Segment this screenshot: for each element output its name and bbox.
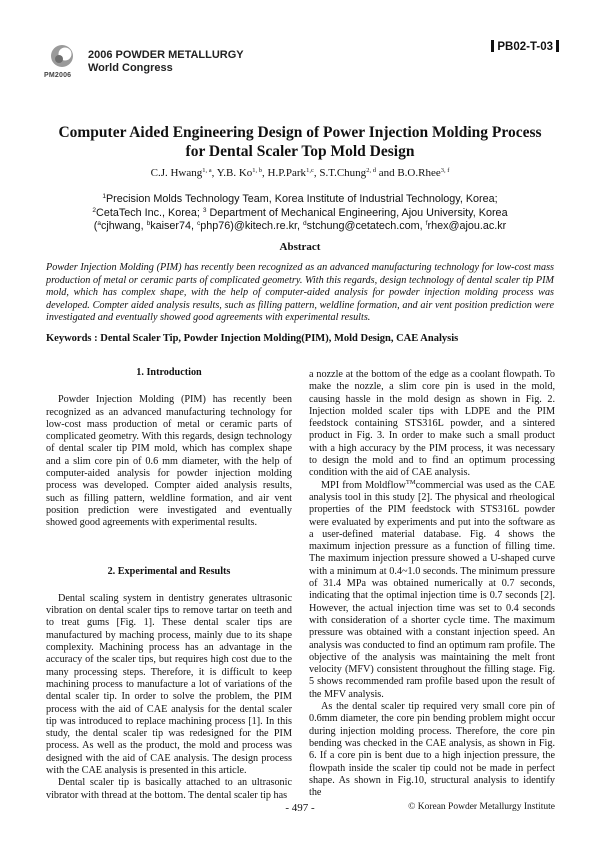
affil-sup: 1	[102, 193, 106, 200]
conference-line1: 2006 POWDER METALLURGY	[88, 49, 244, 61]
author-sup: 3, f	[440, 167, 450, 174]
affil-text: Precision Molds Technology Team, Korea Institute of Industrial Technology, Korea;	[105, 193, 498, 205]
conference-line2: World Congress	[88, 62, 173, 74]
affiliation-emails: ($^a$cjhwang, $^b$kaiser74, $^c$php76)@kitech.re.kr, $^d$stchung@cetatech.com, $^f$rhex@ajou.ac.kr	[93, 220, 507, 232]
abstract-body: Powder Injection Molding (PIM) has recently been recognized as an advanced manufacturing technology for low-cost mass production of metal or ceramic parts of complicated geometry. With this regards, design technology of dental scaler tip PIM mold, which has complex shape, with the help of computer-aided analysis for powder injection molding process was developed. Compter aided analysis results, such as filling pattern, weldline formation, and air vent position prediction were investigated and eventually showed good agreements with experimental results.	[46, 262, 554, 324]
author: H.P.Park	[267, 167, 307, 179]
paper-code-text: PB02-T-03	[497, 41, 553, 53]
email-sup: f	[425, 220, 428, 227]
paragraph-text: commercial was used as the CAE analysis tool in this study [2]. The physical and rheological properties of the PIM feedstock with STS316L powder were evaluated by experiments and put into the software as a user-defined material database. Fig. 4 shows the maximum injection pressure as a function of filling time. The maximum injection pressure showed a U-shaped curve with a minimum at 0.4~1.0 seconds. The minimum pressure of 31.4 MPa was obtained numerically at 0.7 seconds, indicating that the optimal injection time is 0.7 seconds [2]. However, the actual injection time was set to 0.4 seconds with consideration of a shorter cycle time. The maximum pressure was obtained with a constant injection speed. An analysis was conducted to find an optimum ram profile. The objective of the analysis was maintaining the melt front velocity (MFV) consistent throughout the filling stage. Fig. 5 shows recommended ram profile based upon the result of the MFV analysis.	[309, 479, 555, 700]
section-heading-experimental: 2. Experimental and Results	[107, 565, 231, 577]
affiliation-line2	[40, 207, 560, 221]
left-column	[46, 367, 292, 802]
author-sep: ,	[313, 167, 320, 179]
author-sep: ,	[211, 167, 217, 179]
logo-caption: PM2006	[44, 72, 72, 79]
author-sup: 1,c	[306, 167, 314, 174]
author-sep: ,	[262, 167, 268, 179]
author-list	[40, 167, 560, 179]
author-sep: and	[375, 167, 398, 179]
paragraph-text: MPI from Moldflow	[321, 479, 406, 491]
title-line2: for Dental Scaler Top Mold Design	[185, 143, 415, 160]
email-text: php76)@kitech.re.kr,	[200, 220, 304, 232]
affil-text: Department of Mechanical Engineering, Ajou University, Korea	[206, 206, 508, 219]
affiliation-line1	[40, 193, 560, 207]
paragraph: Powder Injection Molding (PIM) has recently been recognized as an advanced manufacturing technology for low-cost mass production of metal or ceramic parts of complicated geometry. With this regards, design technology of dental scaler tip PIM mold, which has complex shape and a slim core pin of 0.6 mm diameter, with the help of computer-aided analysis for powder injection molding process was developed. Compter aided analysis results, such as filling pattern, weldline formation, and air vent position prediction were investigated and eventually showed good agreements with experimental results.	[46, 394, 292, 529]
conference-name	[88, 49, 244, 75]
paper-code	[488, 40, 562, 53]
email-text: stchung@cetatech.com,	[306, 220, 426, 232]
abstract-heading: Abstract	[279, 241, 321, 253]
author: S.T.Chung	[319, 167, 367, 179]
page-number: - 497 -	[285, 802, 315, 814]
author-sup: 2, d	[366, 167, 376, 174]
section-heading-introduction: 1. Introduction	[136, 367, 202, 378]
email-sup: c	[197, 220, 201, 227]
affil-sup: 3	[202, 206, 207, 214]
paragraph: As the dental scaler tip required very small core pin of 0.6mm diameter, the core pin bending problem might occur during injection molding process. Therefore, the core pin bending was checked in the CAE analysis, as shown in Fig. 6. If a core pin is bent due to a high injection pressure, the flowpath inside the scaler tip could not be made in perfect shape. As shown in Fig.10, structural analysis to identify the	[309, 701, 555, 799]
email-text: cjhwang,	[100, 220, 147, 232]
email-sup: a	[97, 220, 101, 227]
email-text: rhex@ajou.ac.kr	[427, 220, 507, 232]
paragraph: Dental scaler tip is basically attached to an ultrasonic vibrator with thread at the bottom. The dental scaler tip has	[46, 777, 292, 801]
affiliations	[40, 193, 560, 234]
email-sup: b	[146, 220, 151, 227]
title-line1: Computer Aided Engineering Design of Power Injection Molding Process	[58, 124, 542, 141]
author: C.J. Hwang	[150, 167, 203, 179]
trademark-sup: TM	[405, 478, 416, 486]
keywords: Keywords : Dental Scaler Tip, Powder Injection Molding(PIM), Mold Design, CAE Analysis	[46, 333, 459, 344]
bar-right	[556, 40, 559, 52]
author-sup: 1, b	[252, 167, 263, 174]
email-sup: d	[303, 220, 307, 227]
paper-title	[40, 123, 560, 161]
email-text: kaiser74,	[150, 220, 198, 232]
paragraph: Dental scaling system in dentistry generates ultrasonic vibration on dental scaler tips to remove tartar on teeth and to treat gums [Fig. 1]. These dental scaler tips are manufactured by maching process, mainly due to its shape complexity. Machining process has an advantage in the accuracy of the scaler tips, but requires high cost due to the many processing steps. Therefore, it is difficult to keep machining process to manufacture a lot of variations of the dental scaler tip. In order to solve the problem, the PIM process with the aid of CAE analysis for the dental scaler tip was introduced to replace machining process [1]. In this study, the dental scaler tip was redesigned for the PIM process. As well as the product, the mold and process was designed with the aid of CAE analysis. The design process with the CAE analysis is presented in this article.	[46, 592, 292, 777]
author-sup: 1, a	[202, 167, 212, 174]
copyright: © Korean Powder Metallurgy Institute	[408, 802, 555, 812]
author: Y.B. Ko	[216, 167, 253, 179]
affil-text: CetaTech Inc., Korea;	[96, 206, 203, 219]
affil-sup: 2	[92, 206, 97, 214]
author: B.O.Rhee	[397, 167, 441, 179]
paragraph: a nozzle at the bottom of the edge as a coolant flowpath. To make the nozzle, a slim core pin is used in the mold, causing hassle in the mold design as shown in Fig. 2. Injection molded scaler tips with LDPE and the PIM feedstock containing STS316L powder, and a sintered product in Fig. 3. In order to make such a small product with a high accuracy by the PIM process, it was necessary to design the mold and to find an optimum processing condition with the aid of CAE analysis.	[309, 369, 555, 479]
bar-left	[491, 40, 494, 52]
paragraph	[309, 480, 555, 701]
right-column	[309, 369, 555, 799]
